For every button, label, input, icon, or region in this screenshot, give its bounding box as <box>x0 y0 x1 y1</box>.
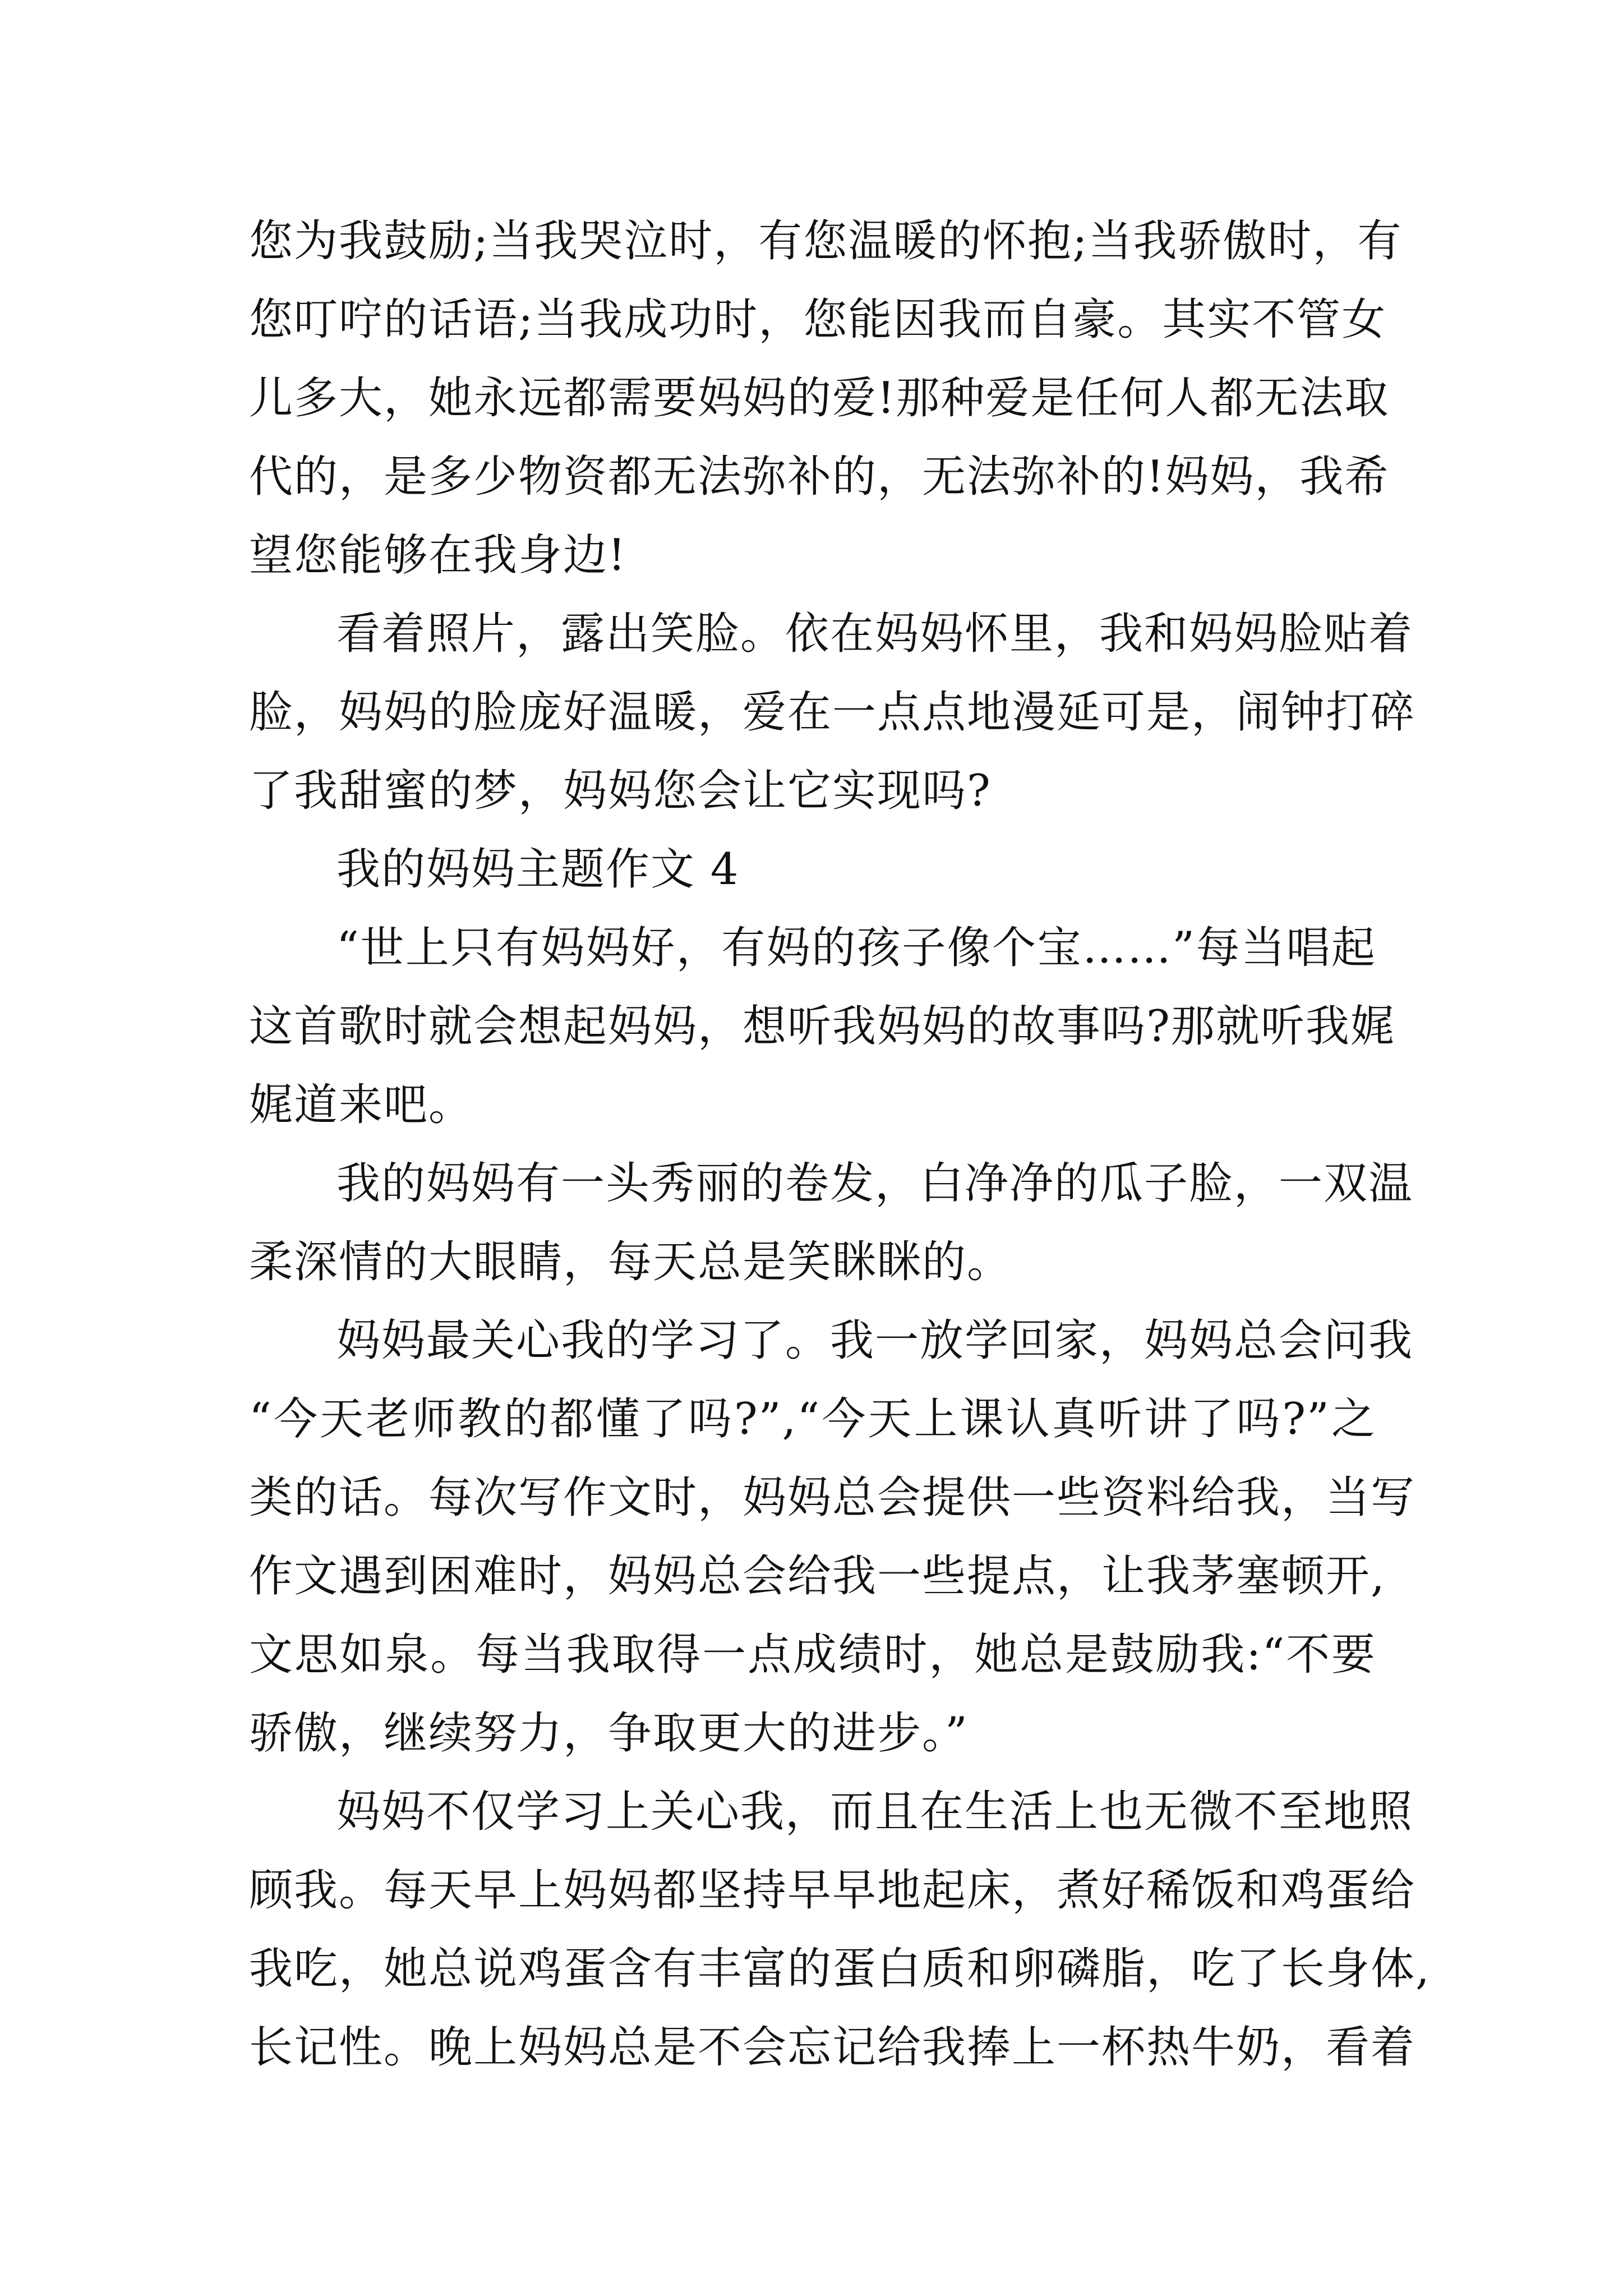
section-heading: 我的妈妈主题作文 4 <box>336 844 740 895</box>
paragraph-first-line: 妈妈最关心我的学习了。我一放学回家，妈妈总会问我 <box>336 1315 1414 1366</box>
text-line: 柔深情的大眼睛，每天总是笑眯眯的。 <box>249 1237 1012 1287</box>
text-line: 顾我。每天早上妈妈都坚持早早地起床，煮好稀饭和鸡蛋给 <box>249 1865 1416 1916</box>
text-line: 长记性。晚上妈妈总是不会忘记给我捧上一杯热牛奶，看着 <box>249 2022 1416 2073</box>
text-line: 我吃，她总说鸡蛋含有丰富的蛋白质和卵磷脂，吃了长身体, <box>249 1944 1431 1994</box>
text-line: 代的，是多少物资都无法弥补的，无法弥补的!妈妈，我希 <box>249 452 1390 502</box>
text-line: 骄傲，继续努力，争取更大的进步。” <box>249 1708 969 1759</box>
text-line: “今天老师教的都懂了吗?”,“今天上课认真听讲了吗?”之 <box>249 1394 1376 1444</box>
paragraph-first-line: 看着照片，露出笑脸。依在妈妈怀里，我和妈妈脸贴着 <box>336 609 1414 659</box>
text-line: 类的话。每次写作文时，妈妈总会提供一些资料给我，当写 <box>249 1473 1416 1523</box>
text-line: 儿多大，她永远都需要妈妈的爱!那种爱是任何人都无法取 <box>249 373 1390 424</box>
paragraph-first-line: 妈妈不仅学习上关心我，而且在生活上也无微不至地照 <box>336 1787 1414 1837</box>
text-line: 您为我鼓励;当我哭泣时，有您温暖的怀抱;当我骄傲时，有 <box>249 216 1403 266</box>
text-line: 文思如泉。每当我取得一点成绩时，她总是鼓励我:“不要 <box>249 1630 1376 1680</box>
essay-text <box>249 202 1431 2087</box>
paragraph-first-line: “世上只有妈妈好，有妈的孩子像个宝……”每当唱起 <box>336 923 1376 973</box>
text-line: 脸，妈妈的脸庞好温暖，爱在一点点地漫延可是，闹钟打碎 <box>249 687 1416 738</box>
text-line: 了我甜蜜的梦，妈妈您会让它实现吗? <box>249 766 992 816</box>
text-line: 娓道来吧。 <box>249 1080 474 1130</box>
text-line: 望您能够在我身边! <box>249 530 627 581</box>
paragraph-first-line: 我的妈妈有一头秀丽的卷发，白净净的瓜子脸，一双温 <box>336 1158 1414 1209</box>
text-line: 这首歌时就会想起妈妈，想听我妈妈的故事吗?那就听我娓 <box>249 1001 1395 1052</box>
text-line: 作文遇到困难时，妈妈总会给我一些提点，让我茅塞顿开, <box>249 1551 1386 1602</box>
text-line: 您叮咛的话语;当我成功时，您能因我而自豪。其实不管女 <box>249 295 1387 345</box>
